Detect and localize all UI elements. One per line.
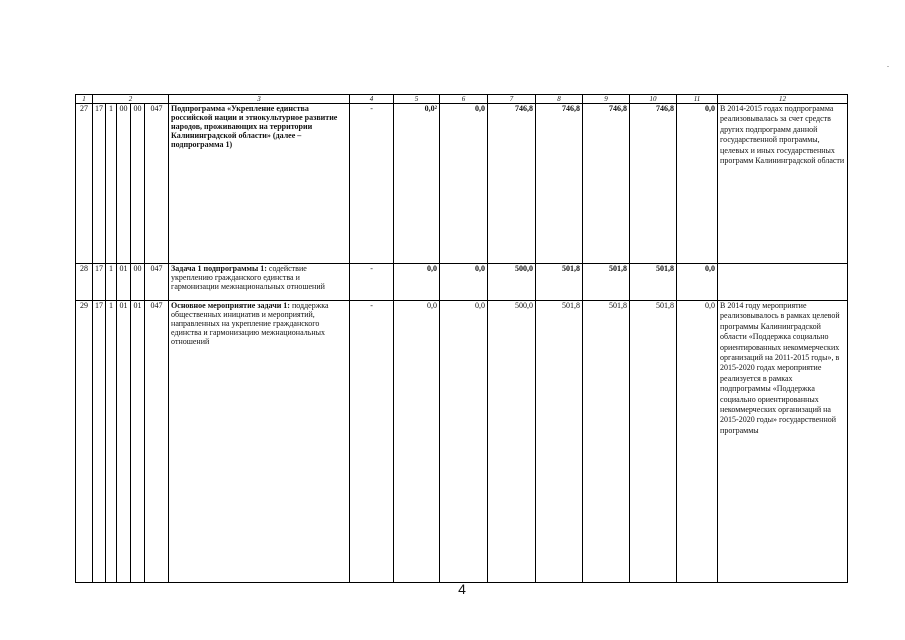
code-task: 00 [117,104,131,264]
col-number-9: 9 [583,95,630,104]
col-number-4: 4 [350,95,394,104]
value-col10: 501,8 [630,264,677,301]
value-col7: 500,0 [488,301,536,583]
row-name-bold: Подпрограмма «Укрепление единства российской нации и этнокультурное развитие народов, проживающих на территории Калининградской области» (далее – подпрограмма 1) [171,104,338,149]
col-number-3: 3 [169,95,350,104]
value-col4: - [350,104,394,264]
code-task: 01 [117,301,131,583]
col-number-1: 1 [76,95,93,104]
row-number: 28 [76,264,93,301]
code-task: 01 [117,264,131,301]
col-number-5: 5 [394,95,440,104]
value-col6: 0,0 [440,301,488,583]
row-name-bold: Основное мероприятие задачи 1: [171,301,290,310]
col-number-2: 2 [93,95,169,104]
value-col4: - [350,301,394,583]
row-number: 29 [76,301,93,583]
table-row [76,264,848,301]
row-note: В 2014-2015 годах подпрограмма реализовывалась за счет средств других подпрограмм данной государственной программы, целевых и иных государственных программ Калининградской области [718,104,848,264]
code-subprogram: 1 [106,104,117,264]
value-col11: 0,0 [677,264,718,301]
row-note [718,264,848,301]
col-number-11: 11 [677,95,718,104]
value-col8: 746,8 [536,104,583,264]
value-col9: 501,8 [583,301,630,583]
code-subprogram: 1 [106,301,117,583]
code-agency: 047 [145,301,169,583]
col-number-6: 6 [440,95,488,104]
row-name [169,104,350,264]
budget-table [75,94,848,583]
row-name-bold: Задача 1 подпрограммы 1: [171,264,267,273]
value-col5: 0,0² [394,104,440,264]
value-col11: 0,0 [677,301,718,583]
code-program: 17 [93,301,106,583]
code-program: 17 [93,104,106,264]
value-col10: 746,8 [630,104,677,264]
value-col9: 746,8 [583,104,630,264]
table-row [76,301,848,583]
row-name-rest: поддержка общественных инициатив и мероприятий, направленных на укрепление гражданского единства и гармонизацию межнациональных отношений [171,301,329,346]
col-number-10: 10 [630,95,677,104]
col-number-8: 8 [536,95,583,104]
row-name [169,301,350,583]
code-program: 17 [93,264,106,301]
code-event: 01 [131,301,145,583]
value-col6: 0,0 [440,104,488,264]
col-number-12: 12 [718,95,848,104]
table-row [76,104,848,264]
column-number-row [76,95,848,104]
value-col9: 501,8 [583,264,630,301]
value-col4: - [350,264,394,301]
page-number: 4 [458,581,466,597]
row-note: В 2014 году мероприятие реализовывалось в рамках целевой программы Калининградской области «Поддержка социально ориентированных некоммерческих организаций на 2011-2015 годы», в 2015-2020 годах мероприятие реализуется в рамках подпрограммы «Поддержка социально ориентированных некоммерческих организаций на 2015-2020 годы» государственной программы [718,301,848,583]
code-agency: 047 [145,264,169,301]
col-number-7: 7 [488,95,536,104]
value-col5: 0,0 [394,301,440,583]
value-col7: 500,0 [488,264,536,301]
value-col8: 501,8 [536,301,583,583]
code-event: 00 [131,264,145,301]
code-agency: 047 [145,104,169,264]
code-subprogram: 1 [106,264,117,301]
scan-speck [887,66,889,67]
value-col8: 501,8 [536,264,583,301]
value-col7: 746,8 [488,104,536,264]
value-col10: 501,8 [630,301,677,583]
row-name [169,264,350,301]
value-col5: 0,0 [394,264,440,301]
row-number: 27 [76,104,93,264]
row-name-rest: содействие укреплению гражданского единства и гармонизации межнациональных отношений [171,264,325,291]
value-col11: 0,0 [677,104,718,264]
code-event: 00 [131,104,145,264]
value-col6: 0,0 [440,264,488,301]
